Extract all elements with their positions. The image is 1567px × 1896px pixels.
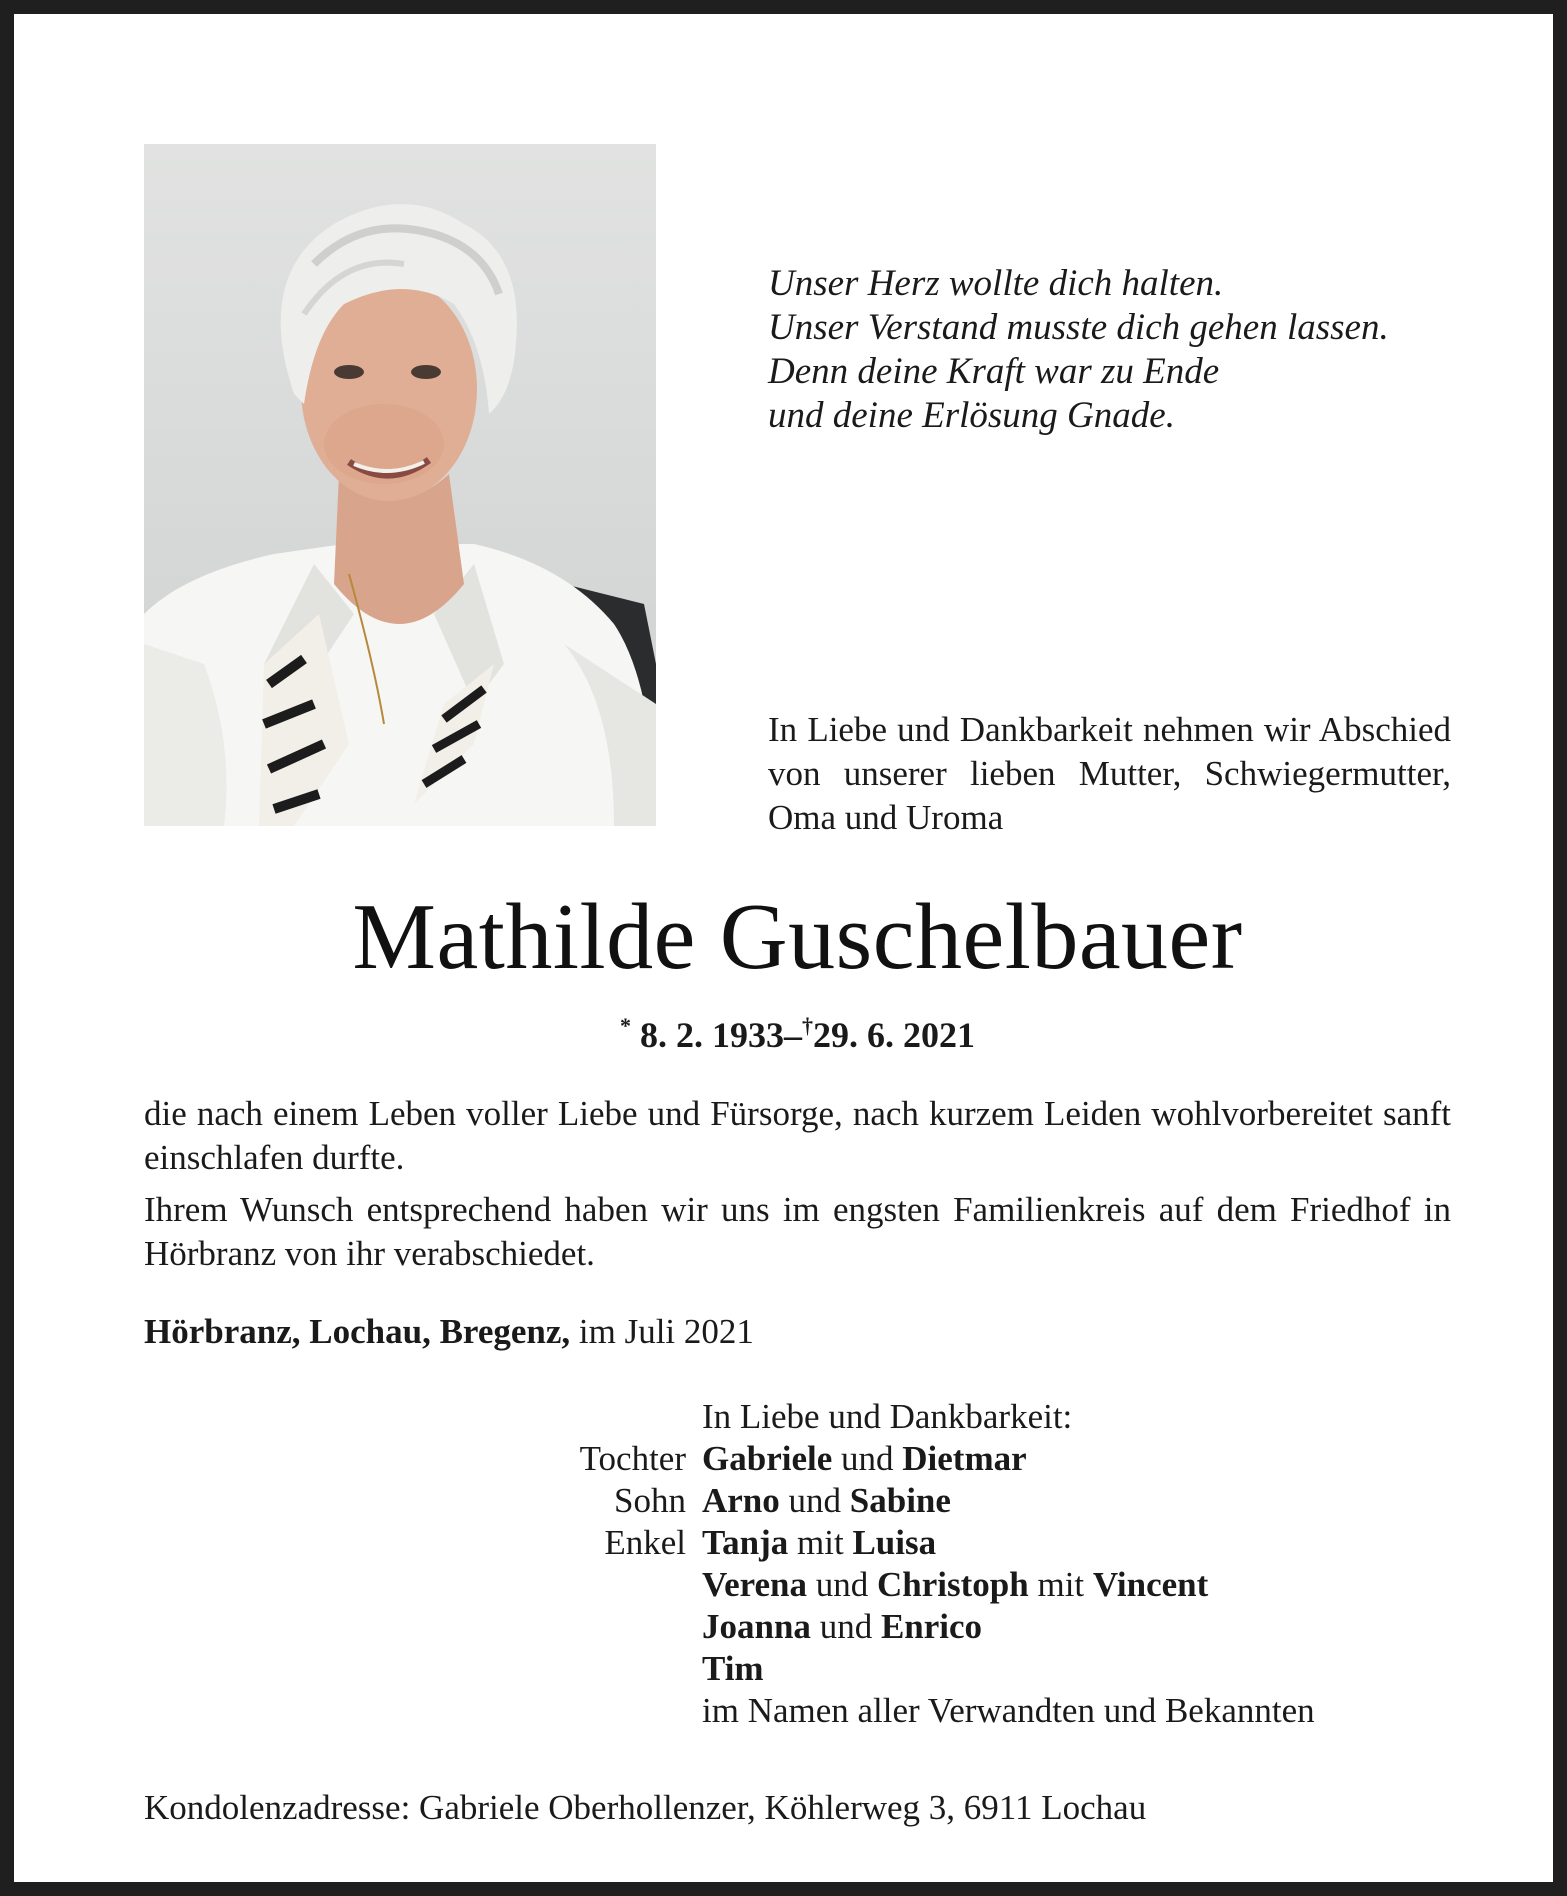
deceased-name: Mathilde Guschelbauer xyxy=(352,885,1243,989)
family-relation xyxy=(514,1606,702,1648)
death-symbol: † xyxy=(802,1013,813,1038)
family-names xyxy=(702,1648,764,1690)
family-heading-row xyxy=(514,1396,1315,1438)
family-member-name: Arno xyxy=(702,1481,780,1520)
family-names xyxy=(702,1606,982,1648)
poem-line: Denn deine Kraft war zu Ende xyxy=(768,351,1220,392)
family-closing: im Namen aller Verwandten und Bekannten xyxy=(702,1691,1315,1730)
family-row xyxy=(514,1522,1315,1564)
relation-empty xyxy=(514,1396,702,1438)
condolence-address: Kondolenzadresse: Gabriele Oberhollenzer, Köhlerweg 3, 6911 Lochau xyxy=(144,1788,1147,1827)
place-date-line xyxy=(144,1310,754,1354)
poem-line: und deine Erlösung Gnade. xyxy=(768,395,1175,436)
body-paragraph: Ihrem Wunsch entsprechend haben wir uns im engsten Familienkreis auf dem Friedhof in Hörbranz von ihr verabschiedet. xyxy=(144,1190,1451,1273)
poem xyxy=(768,262,1488,438)
family-connector: mit xyxy=(1028,1565,1093,1604)
family-relation: Tochter xyxy=(579,1439,686,1478)
family-member-name: Vincent xyxy=(1092,1565,1209,1604)
family-member-name: Tim xyxy=(702,1649,764,1688)
family-connector: und xyxy=(807,1565,877,1604)
family-connector: und xyxy=(779,1481,850,1520)
poem-line: Unser Herz wollte dich halten. xyxy=(768,263,1224,304)
poem-line: Unser Verstand musste dich gehen lassen. xyxy=(768,307,1389,348)
family-connector: und xyxy=(810,1607,881,1646)
family-list xyxy=(514,1396,1315,1732)
family-member-name: Luisa xyxy=(852,1523,937,1562)
places: Hörbranz, Lochau, Bregenz, xyxy=(144,1312,571,1351)
family-connector: und xyxy=(832,1439,903,1478)
life-dates xyxy=(14,1004,1567,1057)
family-names xyxy=(702,1522,936,1564)
family-closing-row xyxy=(514,1690,1315,1732)
family-relation xyxy=(514,1648,702,1690)
family-member-name: Joanna xyxy=(702,1607,811,1646)
family-row xyxy=(514,1648,1315,1690)
family-row xyxy=(514,1606,1315,1648)
family-member-name: Sabine xyxy=(849,1481,951,1520)
family-names xyxy=(702,1564,1208,1606)
portrait-illustration xyxy=(144,144,656,826)
family-names xyxy=(702,1480,951,1522)
family-names xyxy=(702,1438,1027,1480)
family-member-name: Enrico xyxy=(880,1607,983,1646)
family-member-name: Gabriele xyxy=(702,1439,833,1478)
body-paragraph: die nach einem Leben voller Liebe und Fürsorge, nach kurzem Leiden wohlvorbereitet sanft einschlafen durfte. xyxy=(144,1094,1451,1177)
family-row xyxy=(514,1480,1315,1522)
portrait-photo xyxy=(144,144,656,826)
birth-date: 8. 2. 1933 xyxy=(640,1015,784,1055)
family-member-name: Tanja xyxy=(702,1523,789,1562)
intro-text: In Liebe und Dankbarkeit nehmen wir Abschied von unserer lieben Mutter, Schwiegermutter, Oma und Uroma xyxy=(768,710,1451,837)
relation-empty xyxy=(514,1690,702,1732)
family-relation: Enkel xyxy=(604,1523,686,1562)
family-relation: Sohn xyxy=(614,1481,686,1520)
family-row xyxy=(514,1438,1315,1480)
body-text xyxy=(144,1092,1451,1284)
family-connector: mit xyxy=(788,1523,853,1562)
month-year: im Juli 2021 xyxy=(570,1312,754,1351)
birth-symbol: * xyxy=(620,1013,631,1038)
family-rows xyxy=(514,1438,1315,1690)
family-heading: In Liebe und Dankbarkeit: xyxy=(702,1397,1073,1436)
date-separator: – xyxy=(784,1015,802,1055)
family-relation xyxy=(514,1564,702,1606)
family-member-name: Verena xyxy=(702,1565,807,1604)
family-member-name: Dietmar xyxy=(902,1439,1027,1478)
family-member-name: Christoph xyxy=(877,1565,1029,1604)
family-row xyxy=(514,1564,1315,1606)
death-date: 29. 6. 2021 xyxy=(813,1015,975,1055)
